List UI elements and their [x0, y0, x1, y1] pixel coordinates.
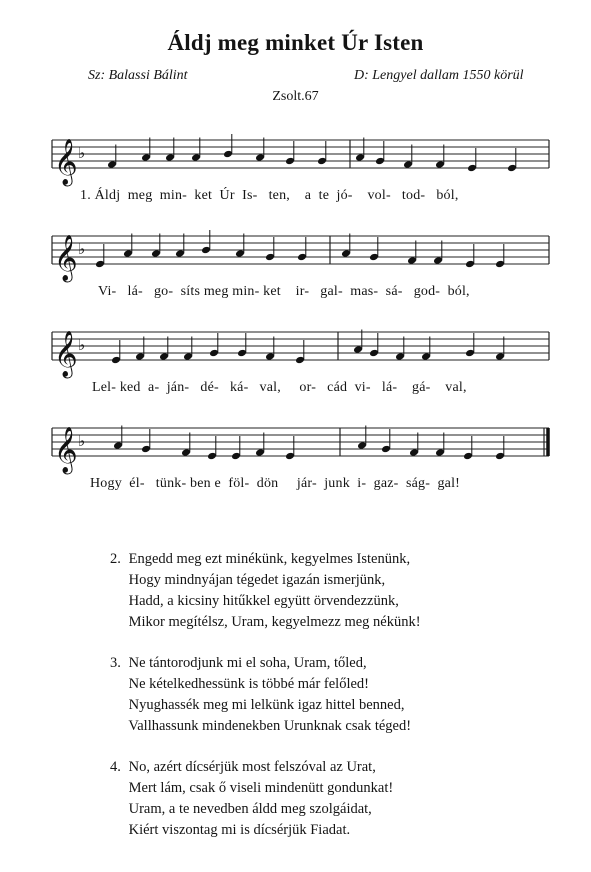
- stanza-number: 2.: [110, 551, 121, 567]
- lyricist-credit: Sz: Balassi Bálint: [88, 68, 188, 83]
- music-staff-3: [0, 310, 591, 380]
- lyrics-line-3: Lel- ked a- ján- dé- ká- val, or- cád vi- lá- gá- val,: [92, 380, 467, 395]
- verse-line: Engedd meg ezt minékünk, kegyelmes Istenünk,: [128, 551, 411, 567]
- stanza-4: [110, 757, 421, 841]
- lyrics-line-4: Hogy él- tünk- ben e föl- dön jár- junk i- gaz- ság- gal!: [90, 476, 461, 491]
- music-staff-1: [0, 118, 591, 188]
- verse-line: Hogy mindnyájan tégedet igazán ismerjünk,: [128, 572, 386, 588]
- melody-credit: D: Lengyel dallam 1550 körül: [354, 68, 524, 83]
- verse-line: Mert lám, csak ő viseli mindenütt gondunkat!: [128, 780, 394, 796]
- verse-line: Kiért viszontag mi is dícsérjük Fiadat.: [128, 822, 351, 838]
- stanza-2: [110, 549, 421, 633]
- verse-line: No, azért dícsérjük most felszóval az Urat,: [128, 759, 376, 775]
- hymn-title: Áldj meg minket Úr Isten: [167, 30, 424, 55]
- stanza-3: [110, 653, 421, 737]
- verse-line: Uram, a te nevedben áldd meg szolgáidat,: [128, 801, 372, 817]
- music-staff-4: [0, 406, 591, 476]
- stanza-number: 3.: [110, 655, 121, 671]
- verse-line: Mikor megítélsz, Uram, kegyelmezz meg nékünk!: [128, 614, 421, 630]
- treble-clef-icon: 𝄞: [54, 427, 78, 473]
- verse-line: Ne tántorodjunk mi el soha, Uram, tőled,: [128, 655, 367, 671]
- flat-sign-icon: ♭: [78, 336, 86, 354]
- lyrics-line-2: Vi- lá- go- síts meg min- ket ir- gal- mas- sá- god- ból,: [98, 284, 470, 299]
- psalm-reference: Zsolt.67: [272, 89, 319, 104]
- flat-sign-icon: ♭: [78, 240, 86, 258]
- treble-clef-icon: 𝄞: [54, 235, 78, 281]
- lyrics-line-1: 1. Áldj meg min- ket Úr Is- ten, a te jó- vol- tod- ból,: [80, 188, 459, 203]
- verse-line: Hadd, a kicsiny hitűkkel együtt örvendezzünk,: [128, 593, 399, 609]
- treble-clef-icon: 𝄞: [54, 331, 78, 377]
- stanza-number: 4.: [110, 759, 121, 775]
- flat-sign-icon: ♭: [78, 432, 86, 450]
- flat-sign-icon: ♭: [78, 144, 86, 162]
- music-staff-2: [0, 214, 591, 284]
- additional-verses: [110, 549, 421, 861]
- verse-line: Ne kételkedhessünk is többé már felőled!: [128, 676, 370, 692]
- verse-line: Vallhassunk mindenekben Urunknak csak téged!: [128, 718, 412, 734]
- treble-clef-icon: 𝄞: [54, 139, 78, 185]
- verse-line: Nyughassék meg mi lelkünk igaz hittel benned,: [128, 697, 405, 713]
